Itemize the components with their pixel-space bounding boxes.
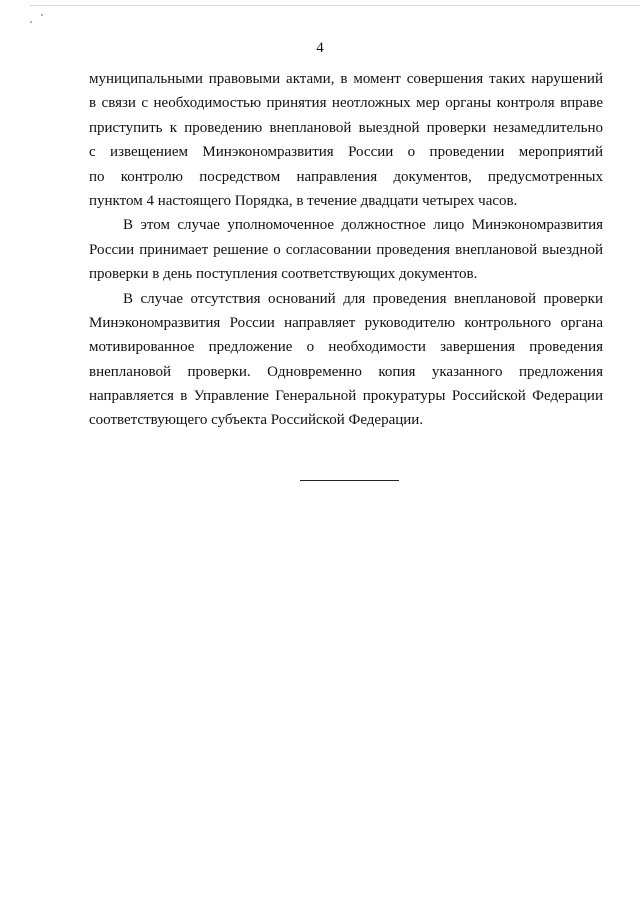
text-line: в связи с необходимостью принятия неотложных мер органы контроля вправе bbox=[89, 95, 603, 112]
text-line: мотивированное предложение о необходимости завершения проведения bbox=[89, 339, 603, 356]
text-line: В этом случае уполномоченное должностное лицо Минэкономразвития bbox=[123, 217, 603, 234]
document-body bbox=[89, 67, 603, 433]
text-line: России принимает решение о согласовании проведения внеплановой выездной bbox=[89, 241, 603, 258]
scan-border bbox=[30, 5, 640, 6]
text-line: Минэкономразвития России направляет руководителю контрольного органа bbox=[89, 314, 603, 331]
text-line: с извещением Минэкономразвития России о проведении мероприятий bbox=[89, 144, 603, 161]
text-line: В случае отсутствия оснований для проведения внеплановой проверки bbox=[123, 290, 603, 307]
text-line: по контролю посредством направления документов, предусмотренных bbox=[89, 168, 603, 185]
scan-speck bbox=[41, 14, 43, 16]
text-line: внеплановой проверки. Одновременно копия указанного предложения bbox=[89, 363, 603, 380]
text-line: пунктом 4 настоящего Порядка, в течение двадцати четырех часов. bbox=[89, 192, 518, 209]
text-line: проверки в день поступления соответствующих документов. bbox=[89, 266, 478, 283]
text-line: направляется в Управление Генеральной прокуратуры Российской Федерации bbox=[89, 388, 603, 405]
scan-speck bbox=[30, 21, 32, 23]
page-number: 4 bbox=[316, 40, 324, 56]
text-line: муниципальными правовыми актами, в момент совершения таких нарушений bbox=[89, 71, 603, 87]
text-line: приступить к проведению внеплановой выездной проверки незамедлительно bbox=[89, 119, 603, 136]
end-of-document-rule bbox=[300, 480, 399, 481]
text-line: соответствующего субъекта Российской Федерации. bbox=[89, 412, 424, 429]
